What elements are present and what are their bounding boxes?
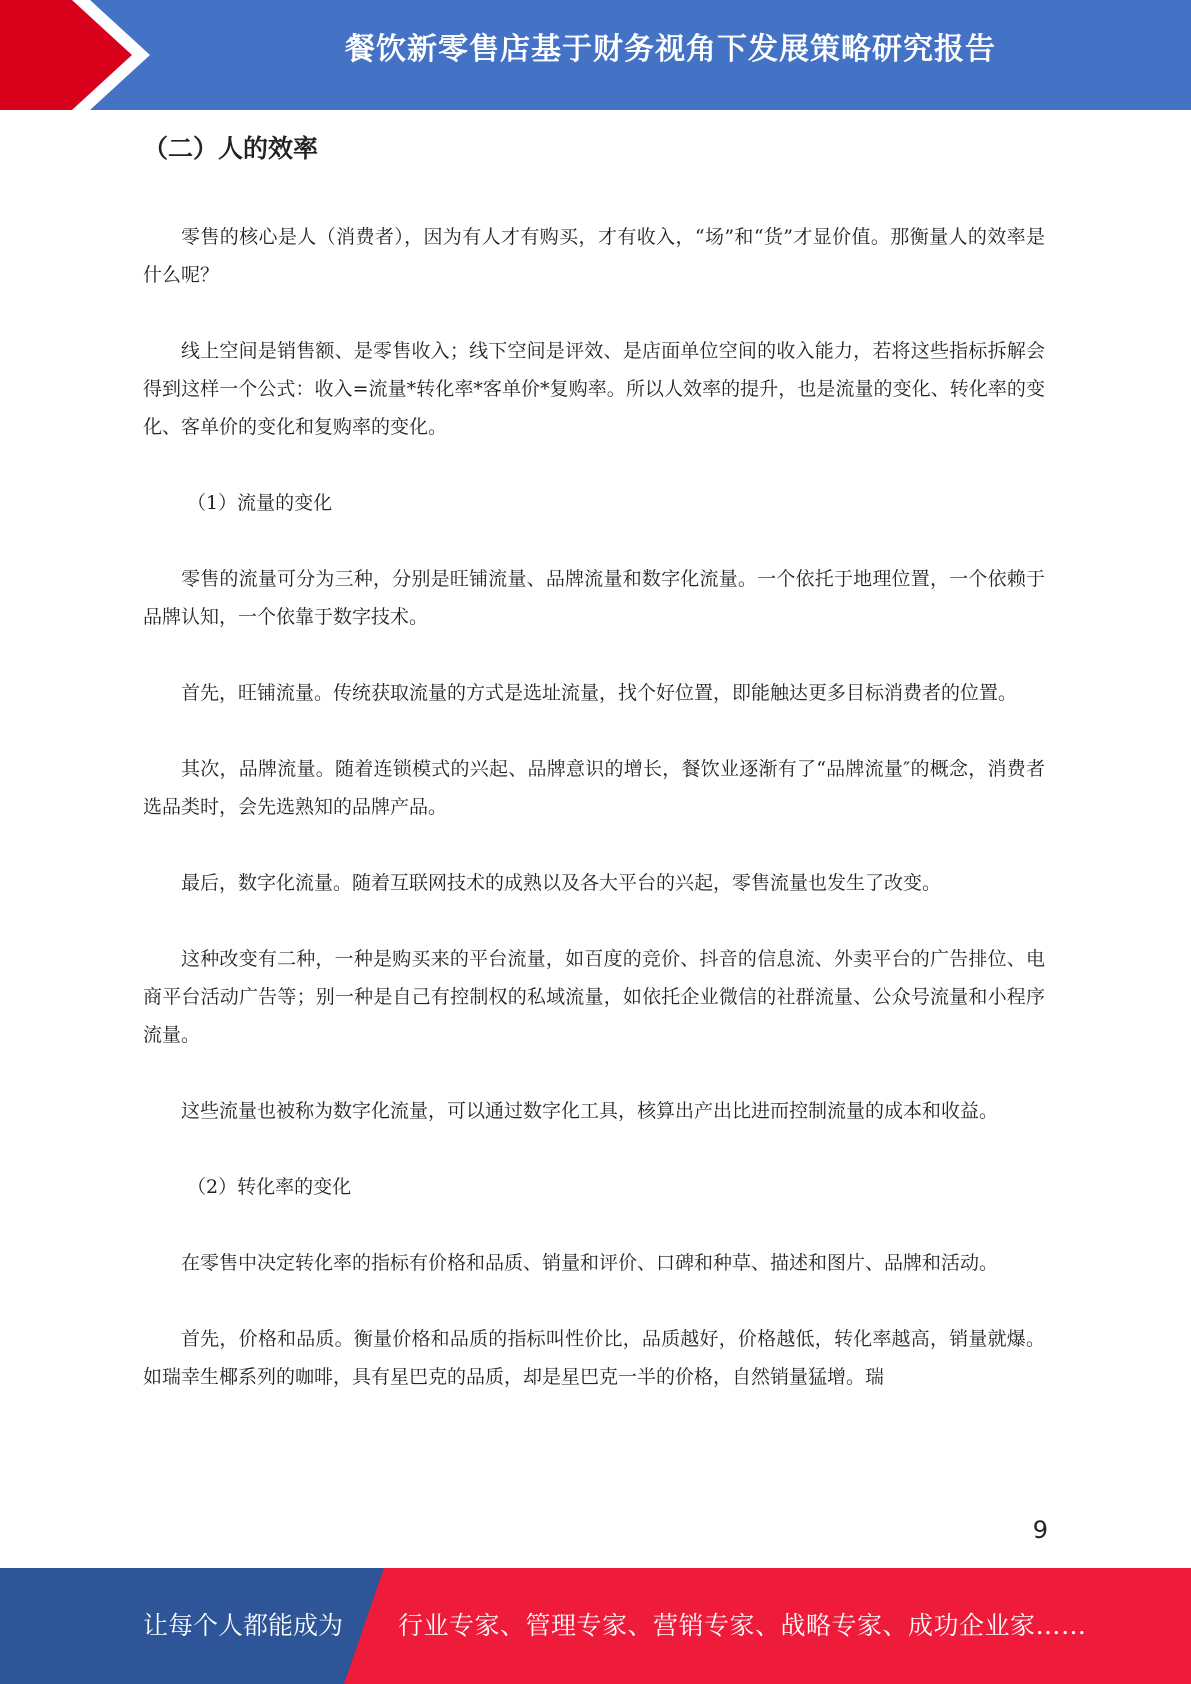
paragraph: 首先，价格和品质。衡量价格和品质的指标叫性价比，品质越好，价格越低，转化率越高，销量就爆。如瑞幸生椰系列的咖啡，具有星巴克的品质，却是星巴克一半的价格，自然销量猛增。瑞 (143, 1328, 1045, 1388)
subsection-heading: （1）流量的变化 (187, 492, 333, 514)
section-heading: （二）人的效率 (143, 134, 319, 163)
paragraph: 首先，旺铺流量。传统获取流量的方式是选址流量，找个好位置，即能触达更多目标消费者的位置。 (181, 682, 1018, 704)
page-number: 9 (1032, 1516, 1048, 1544)
paragraph: 线上空间是销售额、是零售收入；线下空间是评效、是店面单位空间的收入能力，若将这些指标拆解会得到这样一个公式：收入=流量*转化率*客单价*复购率。所以人效率的提升，也是流量的变化、转化率的变化、客单价的变化和复购率的变化。 (143, 340, 1045, 438)
report-title: 餐饮新零售店基于财务视角下发展策略研究报告 (345, 32, 996, 67)
footer-slogan-left: 让每个人都能成为 (143, 1611, 344, 1640)
paragraph: 在零售中决定转化率的指标有价格和品质、销量和评价、口碑和种草、描述和图片、品牌和活动。 (181, 1252, 999, 1274)
paragraph: 零售的流量可分为三种，分别是旺铺流量、品牌流量和数字化流量。一个依托于地理位置，一个依赖于品牌认知，一个依靠于数字技术。 (143, 568, 1045, 628)
paragraph: 最后，数字化流量。随着互联网技术的成熟以及各大平台的兴起，零售流量也发生了改变。 (181, 872, 942, 894)
paragraph: 这些流量也被称为数字化流量，可以通过数字化工具，核算出产出比进而控制流量的成本和收益。 (181, 1100, 999, 1122)
paragraph: 这种改变有二种，一种是购买来的平台流量，如百度的竞价、抖音的信息流、外卖平台的广告排位、电商平台活动广告等；别一种是自己有控制权的私域流量，如依托企业微信的社群流量、公众号流量和小程序流量。 (143, 948, 1045, 1046)
paragraph: 零售的核心是人（消费者），因为有人才有购买，才有收入，“场”和“货”才显价值。那衡量人的效率是什么呢？ (143, 226, 1045, 286)
footer-banner (0, 1568, 1191, 1684)
subsection-heading: （2）转化率的变化 (187, 1176, 352, 1198)
footer-slogan-right: 行业专家、管理专家、营销专家、战略专家、成功企业家…… (398, 1611, 1087, 1640)
header-red-arrow (0, 0, 150, 110)
header-banner (0, 0, 1191, 110)
paragraph: 其次，品牌流量。随着连锁模式的兴起、品牌意识的增长，餐饮业逐渐有了“品牌流量″的概念，消费者选品类时，会先选熟知的品牌产品。 (143, 758, 1045, 818)
document-body (143, 128, 1045, 1396)
